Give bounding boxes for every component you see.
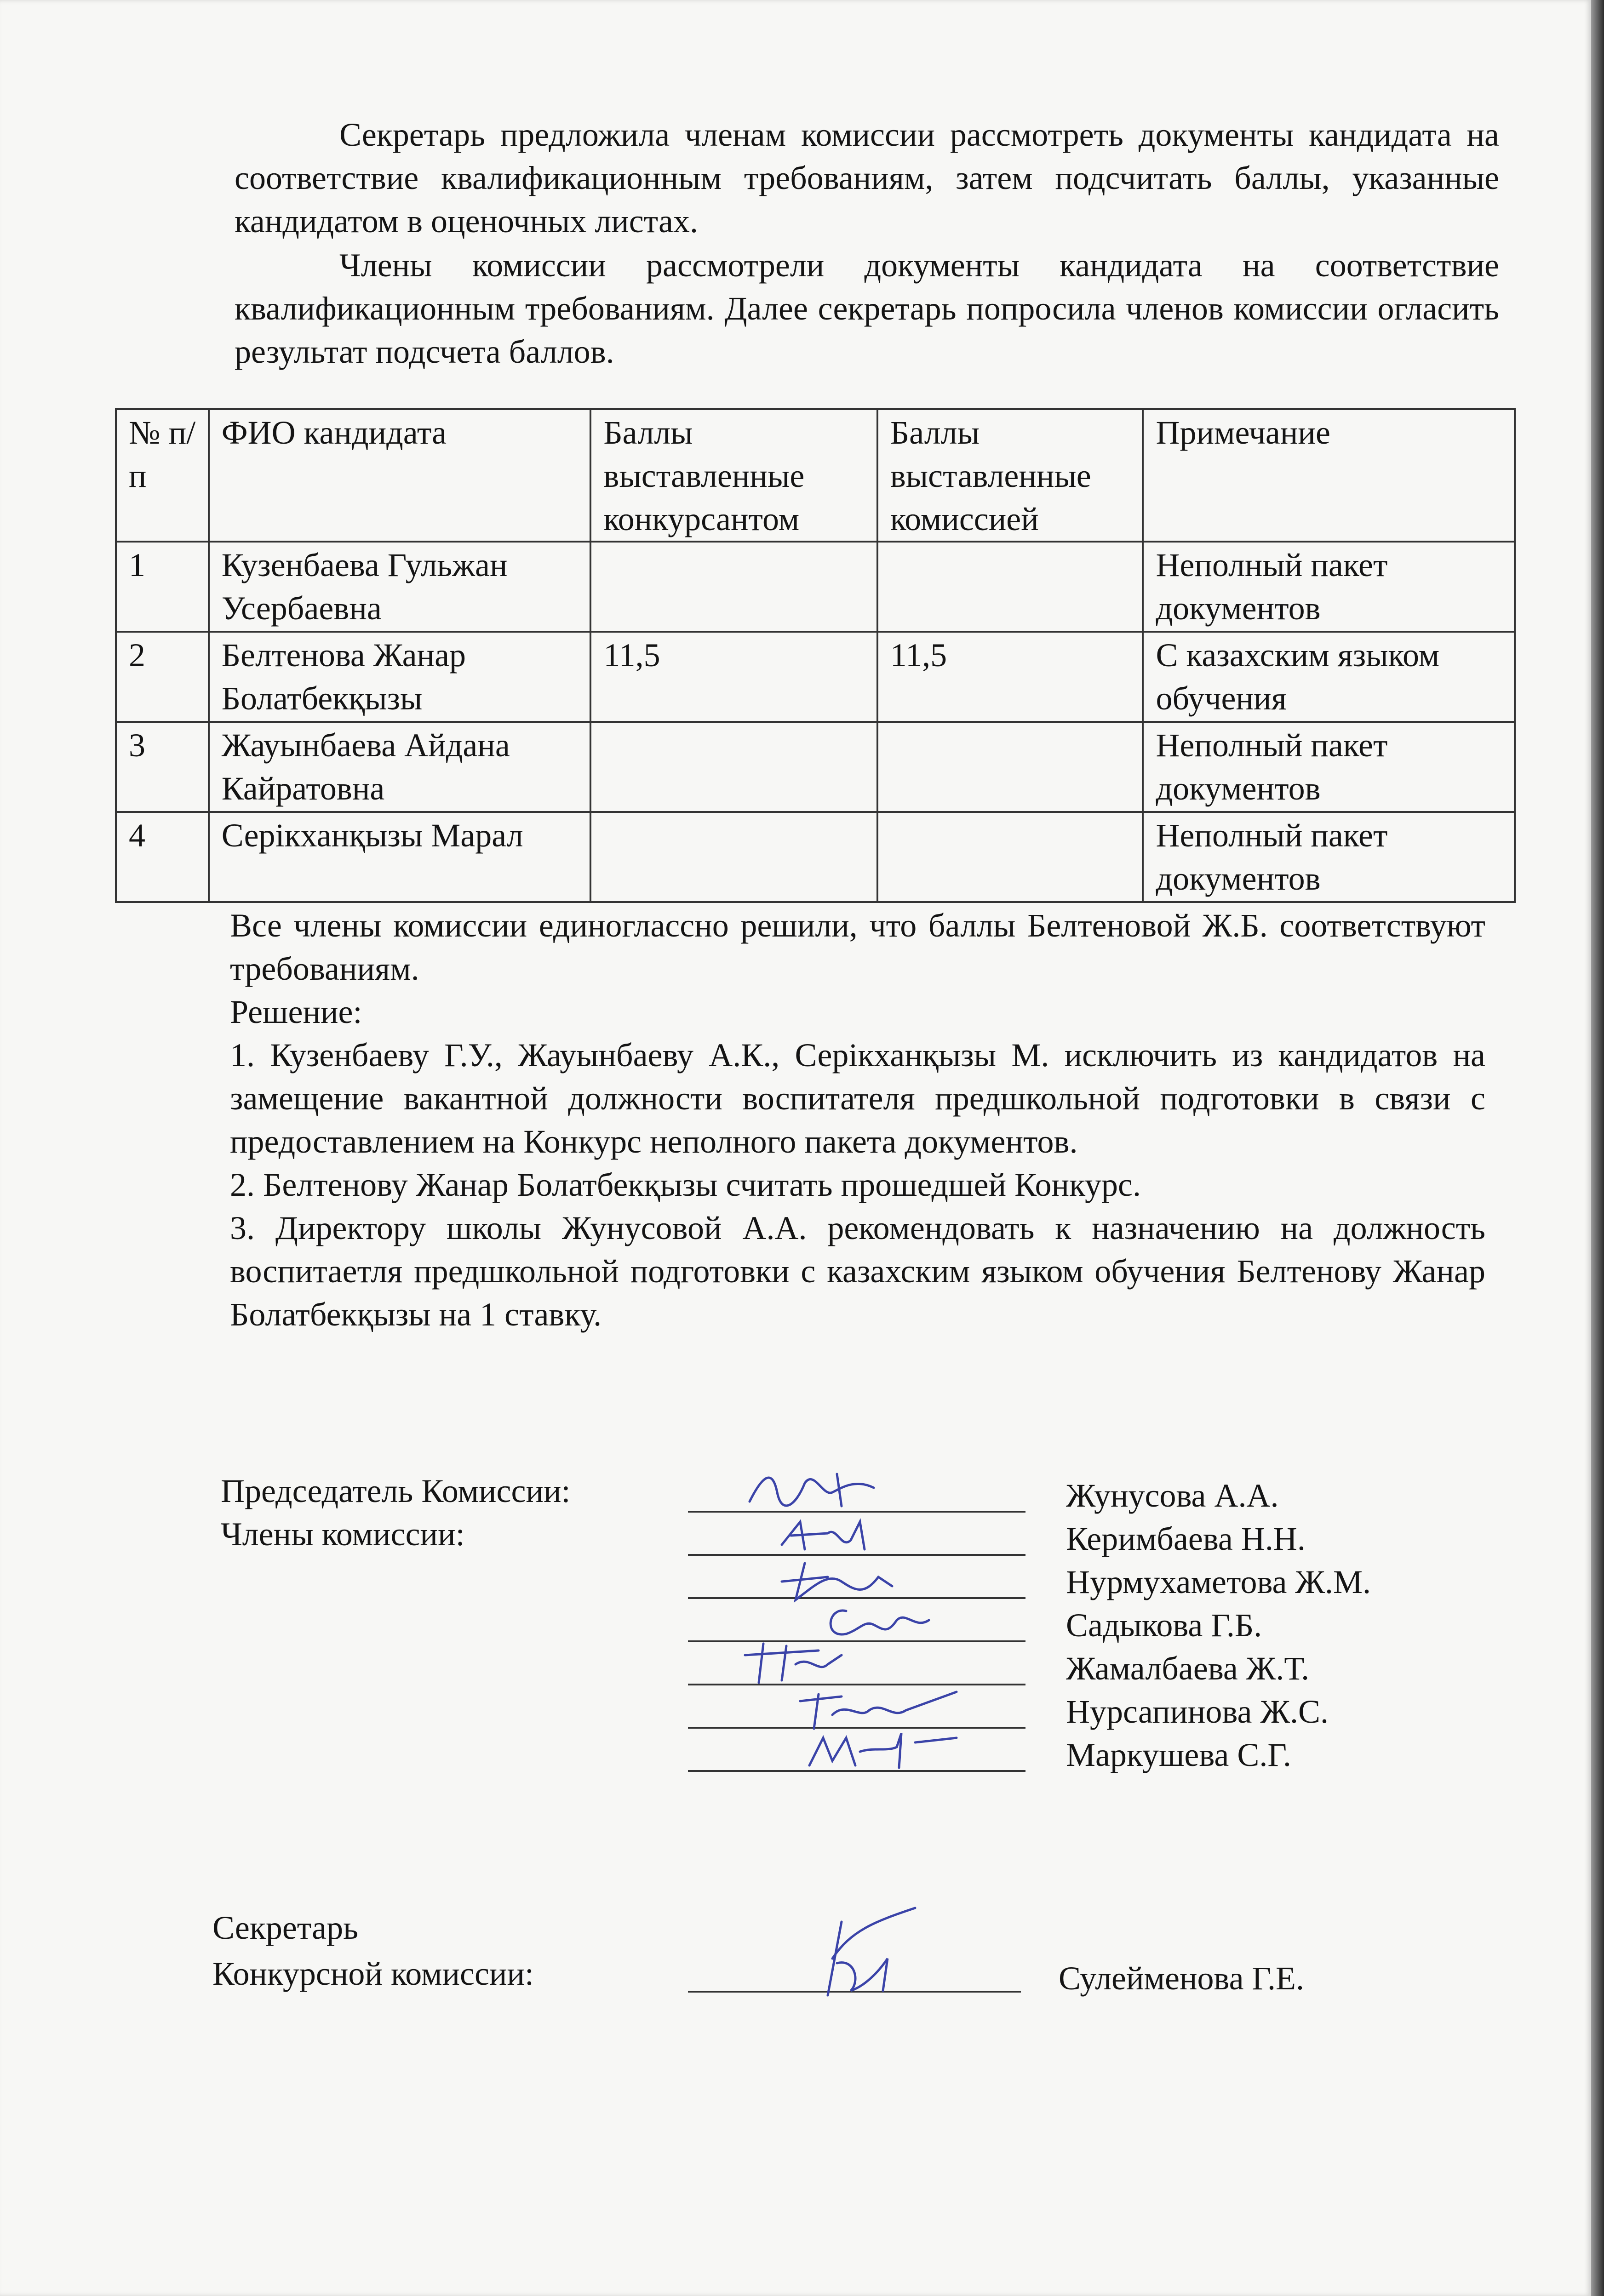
- signatory-name: Маркушева С.Г.: [1066, 1736, 1291, 1773]
- table-row: [116, 542, 1515, 632]
- handwritten-signature: [736, 1637, 883, 1687]
- cell-number: 3: [116, 722, 209, 812]
- decision-section: [230, 904, 1485, 1336]
- cell-name: Белтенова Жанар Болатбекқызы: [209, 632, 591, 722]
- handwritten-signature: [819, 1597, 938, 1643]
- cell-name: Кузенбаева Гульжан Усербаевна: [209, 542, 591, 632]
- cell-score-candidate: [590, 722, 877, 812]
- signatory-name: Жамалбаева Ж.Т.: [1066, 1650, 1310, 1687]
- handwritten-signature: [773, 1513, 888, 1559]
- cell-score-candidate: 11,5: [590, 632, 877, 722]
- secretary-label-line1: Секретарь: [212, 1909, 358, 1946]
- header-name: ФИО кандидата: [209, 409, 591, 542]
- cell-score-candidate: [590, 542, 877, 632]
- cell-note: Неполный пакет документов: [1143, 722, 1515, 812]
- signatory-name: Нурмухаметова Ж.М.: [1066, 1564, 1371, 1600]
- decision-item-2: 2. Белтенову Жанар Болатбекқызы считать прошедшей Конкурс.: [230, 1166, 1141, 1203]
- paragraph-intro: Секретарь предложила членам комиссии рассмотреть документы кандидата на соответствие квалификационным требованиям, затем подсчитать баллы, указанные кандидатом в оценочных листах.: [235, 116, 1499, 240]
- handwritten-signature: [800, 1724, 975, 1775]
- signatory-name: Нурсапинова Ж.С.: [1066, 1693, 1329, 1730]
- cell-note: Неполный пакет документов: [1143, 812, 1515, 902]
- handwritten-signature: [800, 1903, 920, 2005]
- members-label: Члены комиссии:: [221, 1516, 465, 1553]
- decision-heading: Решение:: [230, 994, 362, 1030]
- header-note: Примечание: [1143, 409, 1515, 542]
- cell-note: Неполный пакет документов: [1143, 542, 1515, 632]
- secretary-label-line2: Конкурсной комиссии:: [212, 1955, 534, 1992]
- header-score-commission: Баллы выставленные комиссией: [877, 409, 1143, 542]
- decision-item-3: 3. Директору школы Жунусовой А.А. рекомендовать к назначению на должность воспитаетля предшкольной подготовки с казахским языком обучения Белтенову Жанар Болатбекқызы на 1 ставку.: [230, 1210, 1485, 1333]
- table-row: [116, 812, 1515, 902]
- cell-number: 4: [116, 812, 209, 902]
- table-row: [116, 722, 1515, 812]
- decision-item-1: 1. Кузенбаеву Г.У., Жауынбаеву А.К., Серікханқызы М. исключить из кандидатов на замещение вакантной должности воспитателя предшкольной подготовки в связи с предоставлением на Конкурс неполного пакета документов.: [230, 1037, 1485, 1160]
- header-number: № п/п: [116, 409, 209, 542]
- signatory-name: Садыкова Г.Б.: [1066, 1607, 1262, 1644]
- handwritten-signature: [745, 1465, 883, 1515]
- chair-label: Председатель Комиссии:: [221, 1473, 571, 1509]
- table-header-row: [116, 409, 1515, 542]
- cell-note: С казахским языком обучения: [1143, 632, 1515, 722]
- cell-score-commission: [877, 812, 1143, 902]
- page-edge-shadow: [1591, 0, 1604, 2296]
- unanimous-text: Все члены комиссии единоглассно решили, что баллы Белтеновой Ж.Б. соответствуют требованиям.: [230, 907, 1485, 987]
- cell-number: 2: [116, 632, 209, 722]
- header-score-candidate: Баллы выставленные конкурсантом: [590, 409, 877, 542]
- cell-score-commission: [877, 542, 1143, 632]
- paragraph-review: Члены комиссии рассмотрели документы кандидата на соответствие квалификационным требованиям. Далее секретарь попросила членов комиссии огласить результат подсчета баллов.: [235, 247, 1499, 370]
- table-row: [116, 632, 1515, 722]
- cell-number: 1: [116, 542, 209, 632]
- cell-score-candidate: [590, 812, 877, 902]
- cell-name: Серікханқызы Марал: [209, 812, 591, 902]
- candidates-table: [115, 408, 1516, 903]
- secretary-name: Сулейменова Г.Е.: [1059, 1960, 1305, 1997]
- cell-score-commission: [877, 722, 1143, 812]
- cell-name: Жауынбаева Айдана Кайратовна: [209, 722, 591, 812]
- signatory-name: Керимбаева Н.Н.: [1066, 1520, 1306, 1557]
- signatory-name: Жунусова А.А.: [1066, 1477, 1279, 1514]
- cell-score-commission: 11,5: [877, 632, 1143, 722]
